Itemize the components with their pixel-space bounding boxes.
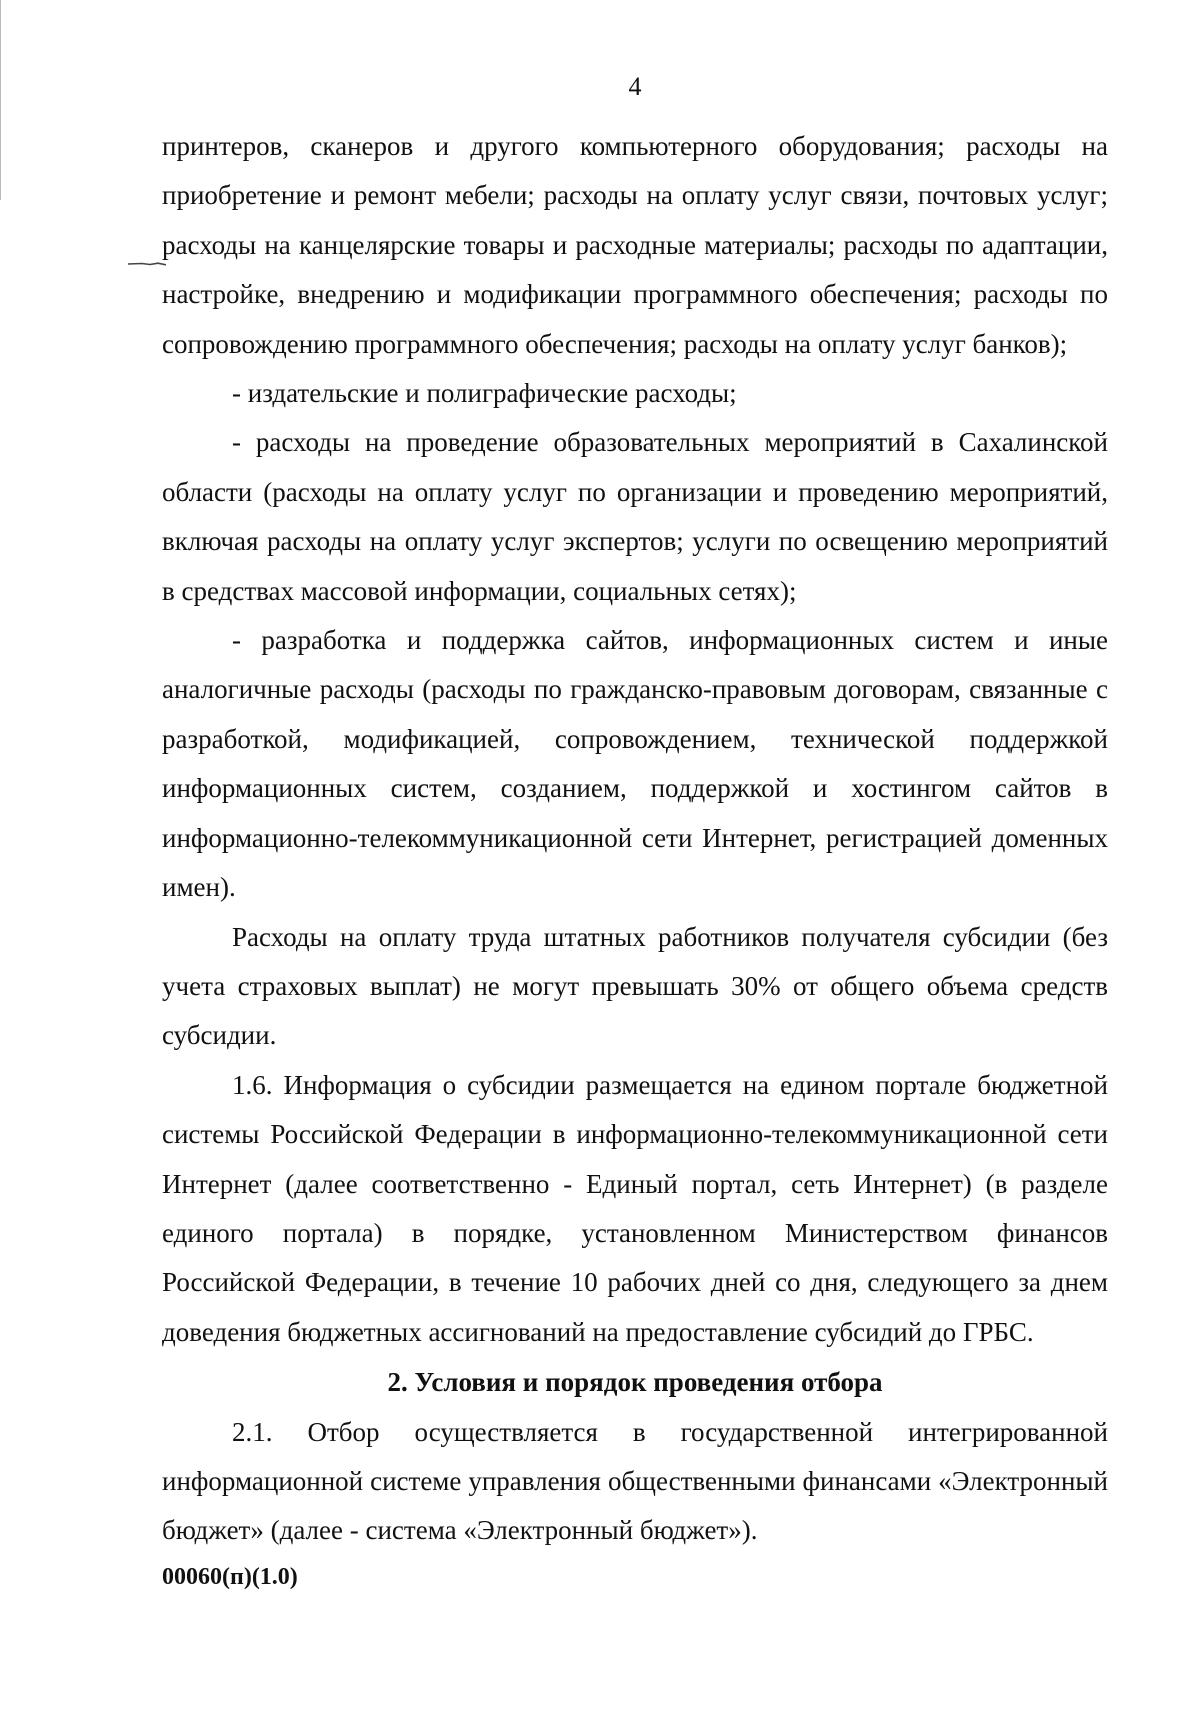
paragraph-1-6: 1.6. Информация о субсидии размещается на едином портале бюджетной системы Российской Федерации в информационно-телекоммуникационной сети Интернет (далее соответственно - Единый портал, сеть Интернет) (в разделе единого портала) в порядке, установленном Министерством финансов Российской Федерации, в течение 10 рабочих дней со дня, следующего за днем доведения бюджетных ассигнований на предоставление субсидий до ГРБС. <box>162 1069 1108 1347</box>
page-number: 4 <box>628 72 642 101</box>
scan-artifact-mark <box>128 262 166 266</box>
paragraph-publishing-expenses: - издательские и полиграфические расходы; <box>232 378 737 409</box>
paragraph-2-1: 2.1. Отбор осуществляется в государственной интегрированной информационной системе управления общественными финансами «Электронный бюджет» (далее - система «Электронный бюджет»). <box>162 1416 1108 1546</box>
document-body <box>162 122 1108 1556</box>
section-heading: 2. Условия и порядок проведения отбора <box>387 1367 883 1398</box>
paragraph-educational-events: - расходы на проведение образовательных мероприятий в Сахалинской области (расходы на оплату услуг по организации и проведению мероприятий, включая расходы на оплату услуг экспертов; услуги по освещению мероприятий в средствах массовой информации, социальных сетях); <box>162 427 1108 606</box>
document-code: 00060(п)(1.0) <box>162 1564 298 1590</box>
paragraph-labor-costs: Расходы на оплату труда штатных работников получателя субсидии (без учета страховых выплат) не могут превышать 30% от общего объема средств субсидии. <box>162 921 1108 1051</box>
paragraph-website-development: - разработка и поддержка сайтов, информационных систем и иные аналогичные расходы (расходы по гражданско-правовым договорам, связанные с разработкой, модификацией, сопровождением, технической поддержкой информационных систем, созданием, поддержкой и хостингом сайтов в информационно-телекоммуникационной сети Интернет, регистрацией доменных имен). <box>162 625 1108 903</box>
paragraph-continuation: принтеров, сканеров и другого компьютерного оборудования; расходы на приобретение и ремонт мебели; расходы на оплату услуг связи, почтовых услуг; расходы на канцелярские товары и расходные материалы; расходы по адаптации, настройке, внедрению и модификации программного обеспечения; расходы по сопровождению программного обеспечения; расходы на оплату услуг банков); <box>162 131 1108 359</box>
